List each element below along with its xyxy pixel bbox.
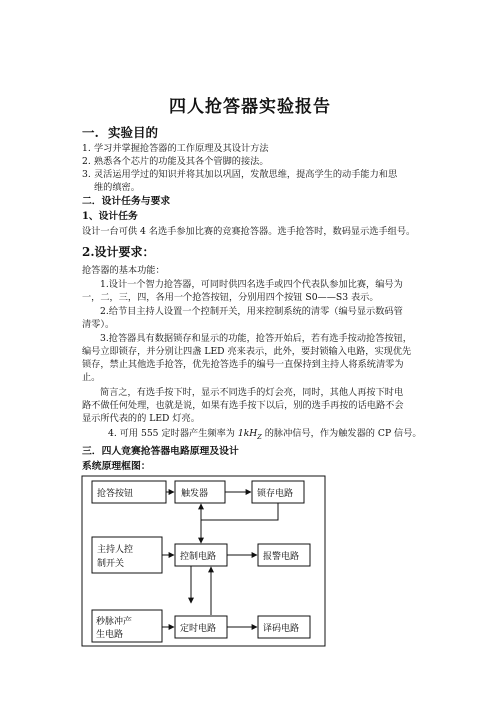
section1-number: 一. xyxy=(82,125,99,140)
section1-heading: 实验目的 xyxy=(108,125,159,140)
requirements-intro: 抢答器的基本功能： xyxy=(82,265,165,276)
objective-num-3: 3. xyxy=(82,169,91,180)
page-title: 四人抢答器实验报告 xyxy=(169,97,331,117)
requirement-3-line-4: 止。 xyxy=(82,372,101,383)
requirement-3-line-1: 3.抢答器具有数据锁存和显示的功能，抢答开始后，若有选手按动抢答按钮， xyxy=(100,333,412,344)
summary-line-1: 简言之，有选手按下时，显示不同选手的灯会亮，同时，其他人再按下时电 xyxy=(100,387,404,398)
requirement-4-pre: 4. 可用 555 定时器产生频率为 xyxy=(108,428,238,439)
label-latch: 锁存电路 xyxy=(257,489,294,499)
requirement-2-line-1: 2.给节目主持人设置一个控制开关，用来控制系统的清零（编号显示数码管 xyxy=(100,306,403,317)
requirement-1-line-1: 1.设计一个智力抢答器，可同时供四名选手或四个代表队参加比赛，编号为 xyxy=(100,279,403,290)
label-pulse-line-2: 生电路 xyxy=(96,630,124,640)
task-heading: 1、设计任务 xyxy=(82,211,138,222)
section3-heading: 三．四人竞赛抢答器电路原理及设计 xyxy=(82,446,239,457)
label-control: 控制电路 xyxy=(180,552,217,562)
diagram-label: 系统原理框图： xyxy=(82,461,151,472)
frequency-value: 1kH xyxy=(237,428,258,439)
label-buttons: 抢答按钮 xyxy=(97,489,134,499)
label-pulse-line-1: 秒脉冲产 xyxy=(96,617,133,627)
label-trigger: 触发器 xyxy=(181,489,209,499)
label-decoder: 译码电路 xyxy=(263,624,300,634)
objective-num-2: 2. xyxy=(82,156,91,167)
label-host-line-2: 制开关 xyxy=(97,559,125,569)
objective-text-2: 熟悉各个芯片的功能及其各个管脚的接法。 xyxy=(94,156,269,167)
objective-num-1: 1. xyxy=(82,143,91,154)
arrow-latch-feedback xyxy=(201,503,278,520)
requirement-2-line-2: 清零）。 xyxy=(82,319,115,330)
label-host-line-1: 主持人控 xyxy=(97,545,134,555)
objective-text-3-cont: 维的缜密。 xyxy=(94,182,140,193)
summary-line-2: 路不做任何处理，也就是说，如果有选手按下以后，别的选手再按的话电路不会 xyxy=(82,400,404,411)
objective-text-1: 学习并掌握抢答器的工作原理及其设计方法 xyxy=(94,143,269,154)
label-timer: 定时电路 xyxy=(180,624,217,634)
requirement-3-line-3: 锁存，禁止其他选手抢答，优先抢答选手的编号一直保持到主持人将系统清零为 xyxy=(82,359,404,370)
requirement-1-line-2: 一，二，三，四，各用一个抢答按钮，分别用四个按钮 S0——S3 表示。 xyxy=(82,292,379,303)
task-text: 设计一台可供 4 名选手参加比赛的竞赛抢答器。选手抢答时，数码显示选手组号。 xyxy=(82,226,416,237)
summary-line-3: 显示所代表的的 LED 灯亮。 xyxy=(82,413,200,424)
section2-heading: 二．设计任务与要求 xyxy=(82,196,171,207)
objective-text-3: 灵活运用学过的知识并将其加以巩固，发散思维，提高学生的动手能力和思 xyxy=(94,169,398,180)
requirements-heading: 2.设计要求： xyxy=(82,245,155,259)
requirement-3-line-2: 编号立即锁存，并分别让四盏 LED 亮来表示，此外，要封锁输入电路，实现优先 xyxy=(82,346,412,357)
requirement-4-post: 的脉冲信号，作为触发器的 CP 信号。 xyxy=(261,428,422,439)
frequency-subscript: Z xyxy=(257,432,262,441)
label-alarm: 报警电路 xyxy=(263,552,300,562)
